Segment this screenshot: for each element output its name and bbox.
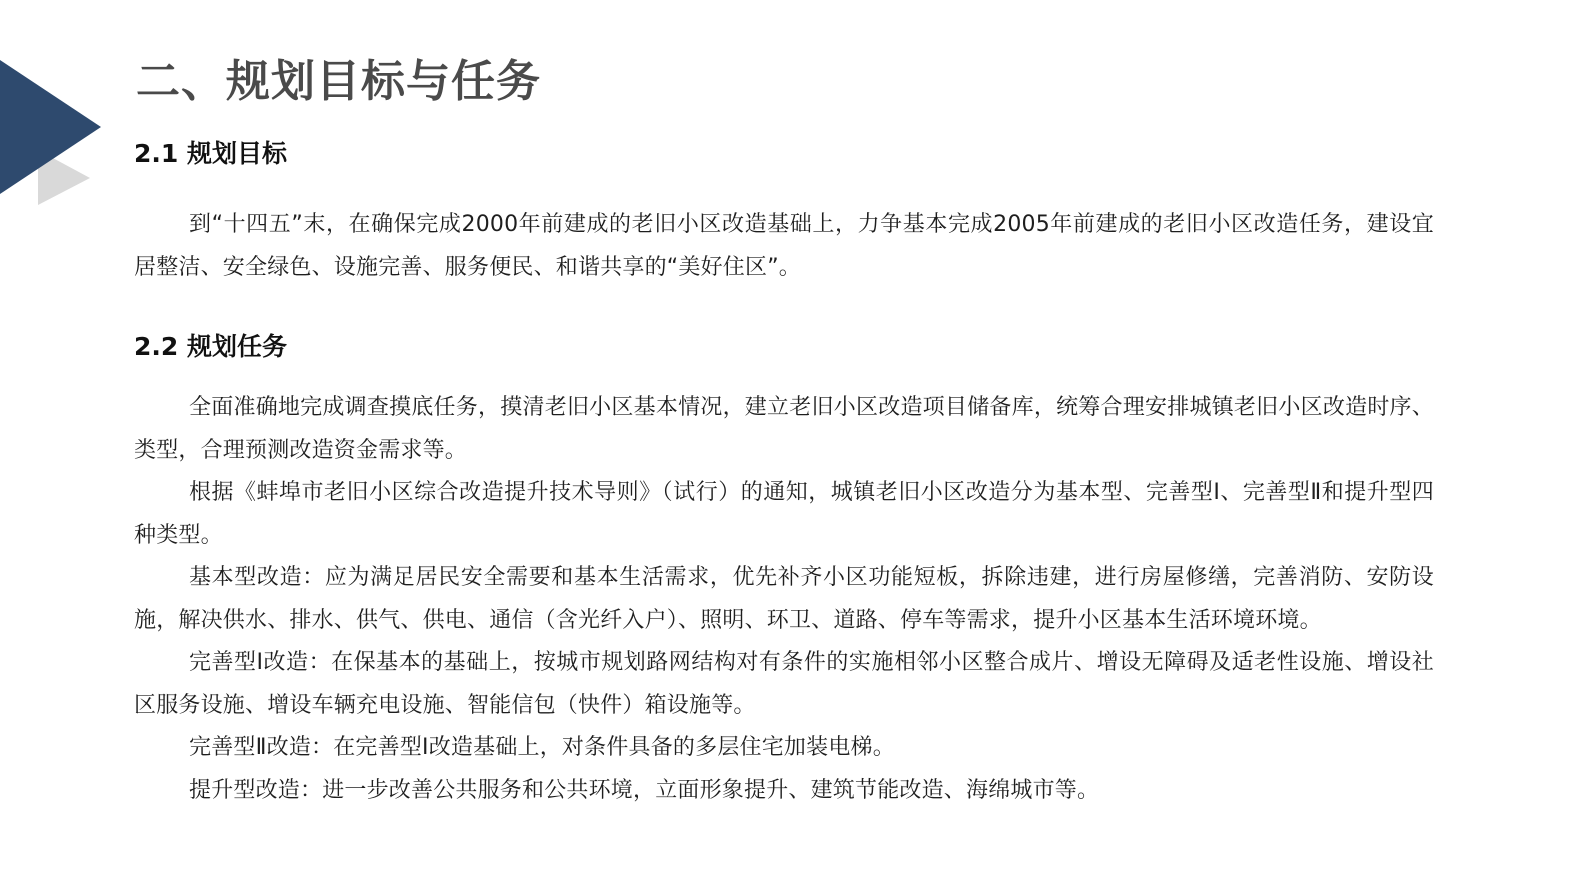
paragraph: 根据《蚌埠市老旧小区综合改造提升技术导则》（试行）的通知，城镇老旧小区改造分为基本型、完善型Ⅰ、完善型Ⅱ和提升型四种类型。: [134, 480, 1434, 548]
paragraph: 全面准确地完成调查摸底任务，摸清老旧小区基本情况，建立老旧小区改造项目储备库，统筹合理安排城镇老旧小区改造时序、类型，合理预测改造资金需求等。: [134, 395, 1434, 463]
paragraph: 基本型改造：应为满足居民安全需要和基本生活需求，优先补齐小区功能短板，拆除违建，进行房屋修缮，完善消防、安防设施，解决供水、排水、供气、供电、通信（含光纤入户）、照明、环卫、道路、停车等需求，提升小区基本生活环境环境。: [134, 565, 1434, 633]
section-body-tasks: [134, 387, 1434, 812]
main-content: [134, 136, 1434, 812]
section-heading-goals: 2.1 规划目标: [134, 139, 287, 168]
section-body-goals: [134, 204, 1434, 289]
paragraph: 到“十四五”末，在确保完成2000年前建成的老旧小区改造基础上，力争基本完成2005年前建成的老旧小区改造任务，建设宜居整洁、安全绿色、设施完善、服务便民、和谐共享的“美好住区”。: [134, 212, 1434, 280]
paragraph: 完善型Ⅰ改造：在保基本的基础上，按城市规划路网结构对有条件的实施相邻小区整合成片、增设无障碍及适老性设施、增设社区服务设施、增设车辆充电设施、智能信包（快件）箱设施等。: [134, 650, 1434, 718]
paragraph: 完善型Ⅱ改造：在完善型Ⅰ改造基础上，对条件具备的多层住宅加装电梯。: [189, 735, 895, 760]
section-heading-tasks: 2.2 规划任务: [134, 332, 287, 361]
corner-arrow-decoration: [0, 0, 110, 215]
page-title: 二、规划目标与任务: [136, 56, 541, 107]
paragraph: 提升型改造：进一步改善公共服务和公共环境，立面形象提升、建筑节能改造、海绵城市等。: [189, 777, 1100, 803]
